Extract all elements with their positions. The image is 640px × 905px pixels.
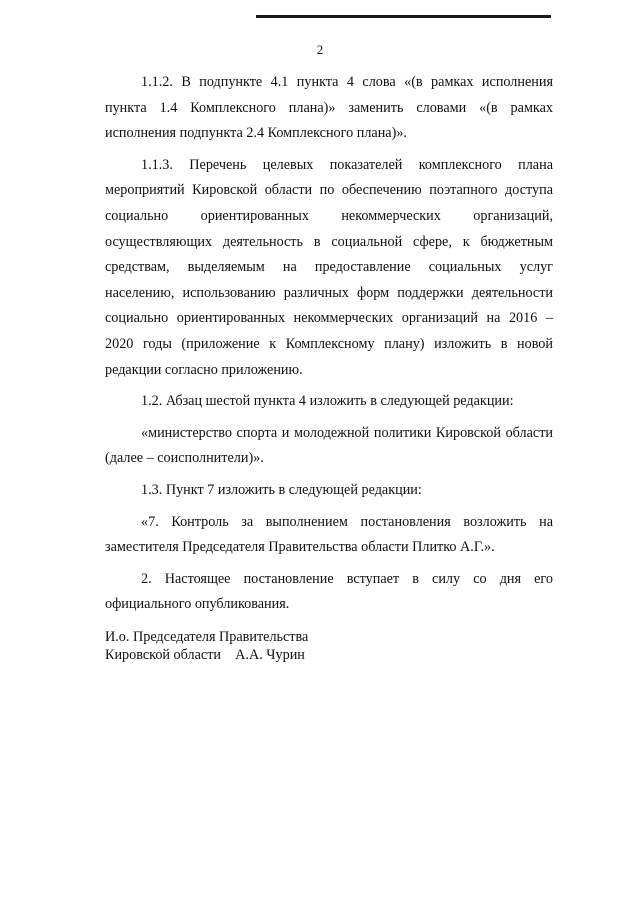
paragraph-1-2-quote: «министерство спорта и молодежной политики Кировской области (далее – соисполнители)».: [105, 424, 553, 467]
paragraph-1-3-quote: «7. Контроль за выполнением постановления возложить на заместителя Председателя Правительства области Плитко А.Г.».: [105, 513, 553, 556]
paragraph-1-3: 1.3. Пункт 7 изложить в следующей редакции:: [141, 481, 422, 498]
signature-block: [105, 628, 308, 664]
paragraph-1-2: 1.2. Абзац шестой пункта 4 изложить в следующей редакции:: [141, 393, 514, 410]
document-body: [105, 70, 553, 618]
top-rule: [256, 15, 551, 18]
signature-name: Кировской области А.А. Чурин: [105, 647, 305, 663]
paragraph-2: 2. Настоящее постановление вступает в силу со дня его официального опубликования.: [105, 570, 553, 613]
signature-title: И.о. Председателя Правительства: [105, 629, 309, 645]
page-number: 2: [316, 42, 324, 57]
paragraph-1-1-3: 1.1.3. Перечень целевых показателей комплексного плана мероприятий Кировской области по обеспечению поэтапного доступа социально ориентированных некоммерческих организаций, осуществляющих деятельность в социальной сфере, к бюджетным средствам, выделяемым на предоставление социальных услуг населению, использованию различных форм поддержки деятельности социально ориентированных некоммерческих организаций на 2016 – 2020 годы (приложение к Комплексному плану) изложить в новой редакции согласно приложению.: [105, 156, 553, 378]
paragraph-1-1-2: 1.1.2. В подпункте 4.1 пункта 4 слова «(в рамках исполнения пункта 1.4 Комплексного плана)» заменить словами «(в рамках исполнения подпункта 2.4 Комплексного плана)».: [105, 74, 553, 142]
